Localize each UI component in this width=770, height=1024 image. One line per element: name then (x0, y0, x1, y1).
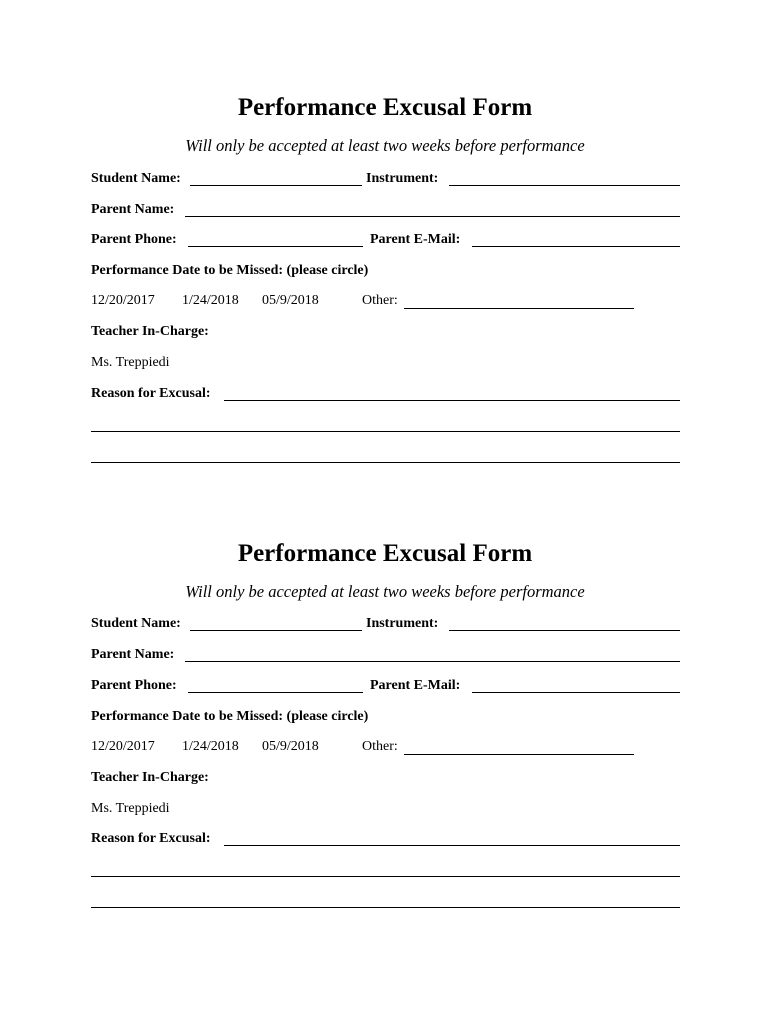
teacher-label: Teacher In-Charge: (91, 770, 209, 785)
other-label: Other: (362, 739, 398, 754)
performance-date-label: Performance Date to be Missed: (please circle) (91, 709, 369, 724)
date-option[interactable]: 1/24/2018 (182, 739, 239, 754)
student-name-field[interactable] (190, 630, 362, 631)
reason-field-line[interactable] (91, 876, 680, 877)
reason-label: Reason for Excusal: (91, 831, 211, 846)
parent-name-field[interactable] (185, 216, 680, 217)
date-option[interactable]: 05/9/2018 (262, 293, 319, 308)
parent-email-field[interactable] (472, 692, 680, 693)
instrument-label: Instrument: (366, 616, 439, 631)
reason-field-line[interactable] (224, 400, 680, 401)
parent-phone-label: Parent Phone: (91, 232, 177, 247)
teacher-name: Ms. Treppiedi (91, 355, 170, 370)
date-option[interactable]: 05/9/2018 (262, 739, 319, 754)
parent-phone-field[interactable] (188, 692, 363, 693)
parent-email-label: Parent E-Mail: (370, 678, 461, 693)
teacher-label: Teacher In-Charge: (91, 324, 209, 339)
parent-name-field[interactable] (185, 661, 680, 662)
other-label: Other: (362, 293, 398, 308)
reason-field-line[interactable] (224, 845, 680, 846)
other-date-field[interactable] (404, 308, 634, 309)
parent-phone-field[interactable] (188, 246, 363, 247)
student-name-field[interactable] (190, 185, 362, 186)
other-date-field[interactable] (404, 754, 634, 755)
performance-date-label: Performance Date to be Missed: (please circle) (91, 263, 369, 278)
student-name-label: Student Name: (91, 616, 181, 631)
instrument-label: Instrument: (366, 171, 439, 186)
date-option[interactable]: 12/20/2017 (91, 293, 155, 308)
parent-email-field[interactable] (472, 246, 680, 247)
parent-name-label: Parent Name: (91, 647, 175, 662)
excusal-form-1 (0, 90, 770, 540)
student-name-label: Student Name: (91, 171, 181, 186)
date-option[interactable]: 1/24/2018 (182, 293, 239, 308)
reason-field-line[interactable] (91, 907, 680, 908)
form-subtitle: Will only be accepted at least two weeks before performance (185, 582, 585, 601)
parent-name-label: Parent Name: (91, 202, 175, 217)
parent-phone-label: Parent Phone: (91, 678, 177, 693)
form-title: Performance Excusal Form (237, 94, 533, 121)
form-subtitle: Will only be accepted at least two weeks before performance (185, 136, 585, 155)
form-title: Performance Excusal Form (237, 540, 533, 567)
reason-field-line[interactable] (91, 431, 680, 432)
date-option[interactable]: 12/20/2017 (91, 739, 155, 754)
excusal-form-2 (0, 536, 770, 986)
teacher-name: Ms. Treppiedi (91, 801, 170, 816)
parent-email-label: Parent E-Mail: (370, 232, 461, 247)
instrument-field[interactable] (449, 630, 680, 631)
reason-label: Reason for Excusal: (91, 386, 211, 401)
instrument-field[interactable] (449, 185, 680, 186)
reason-field-line[interactable] (91, 462, 680, 463)
